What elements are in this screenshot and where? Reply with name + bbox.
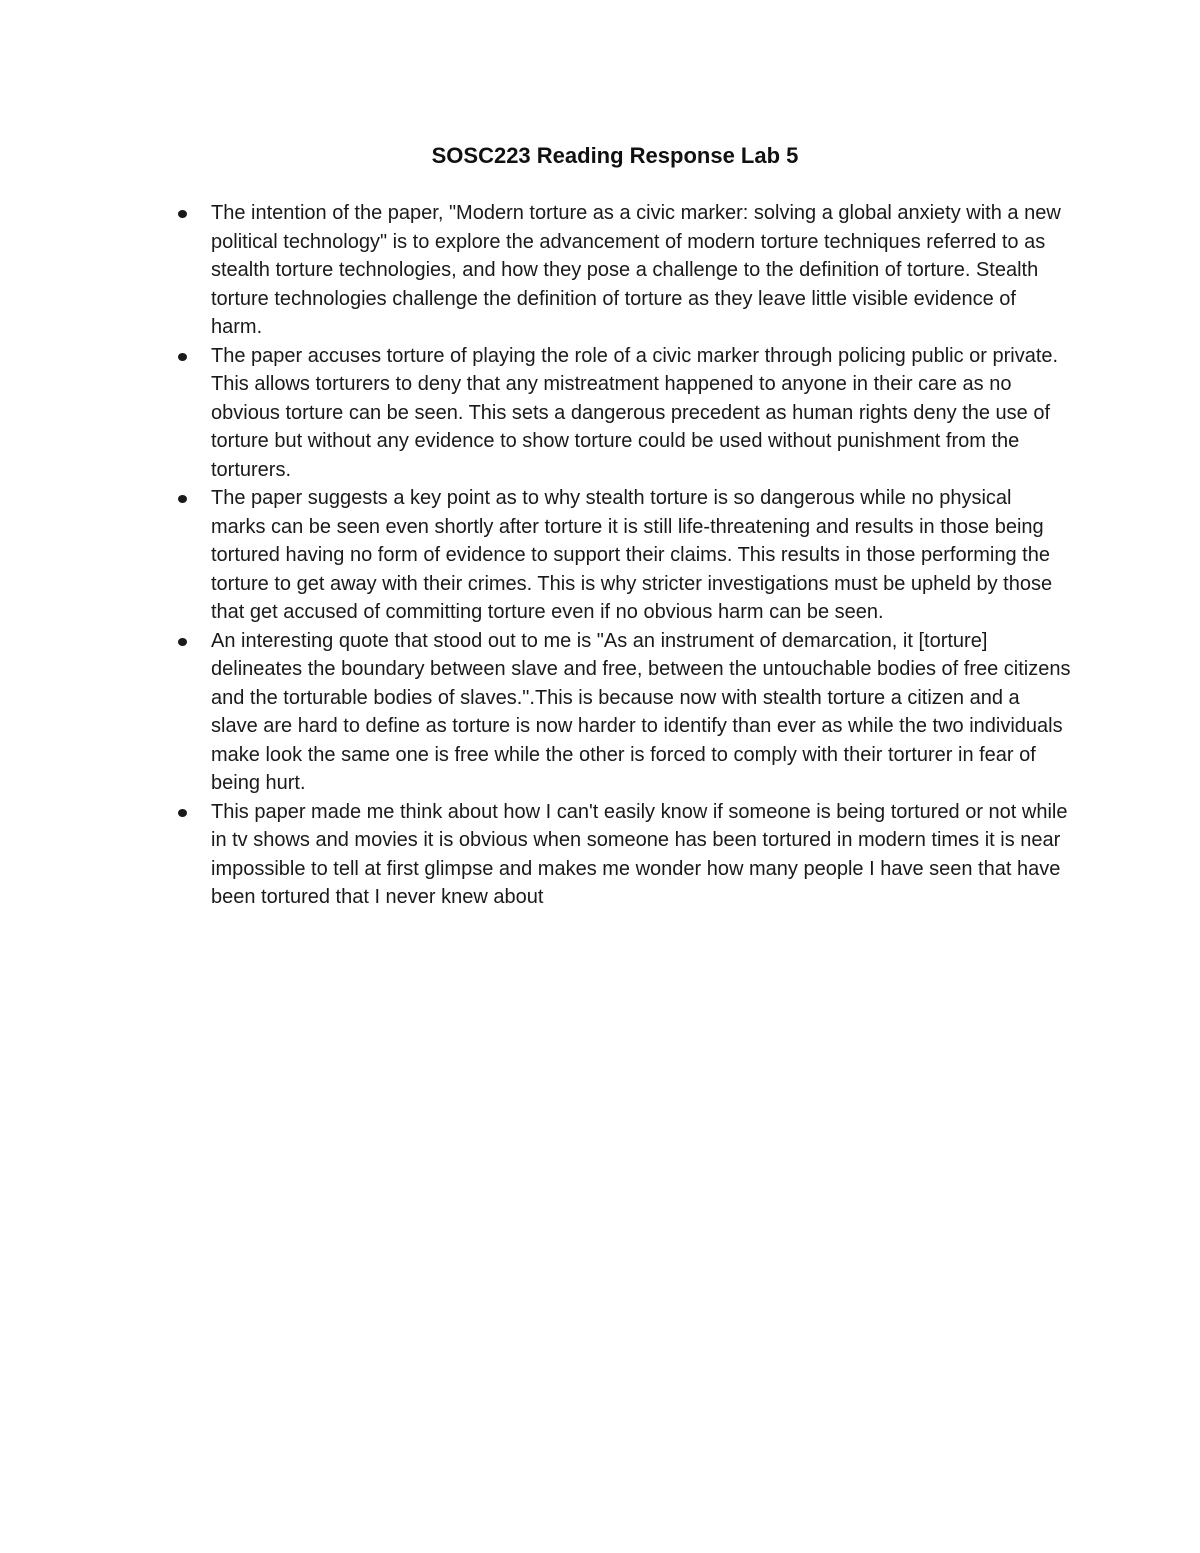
bullet-item bbox=[211, 199, 1071, 342]
bullet-text: The paper accuses torture of playing the role of a civic marker through policing public or private. This allows torturers to deny that any mistreatment happened to anyone in their care as no obvious torture can be seen. This sets a dangerous precedent as human rights deny the use of torture but without any evidence to show torture could be used without punishment from the torturers. bbox=[211, 344, 1059, 481]
bullet-dot-icon bbox=[178, 638, 187, 646]
bullet-text: The paper suggests a key point as to why stealth torture is so dangerous while no physical marks can be seen even shortly after torture it is still life-threatening and results in those being tortured having no form of evidence to support their claims. This results in those performing the torture to get away with their crimes. This is why stricter investigations must be upheld by those that get accused of committing torture even if no obvious harm can be seen. bbox=[211, 487, 1053, 623]
bullet-list bbox=[211, 199, 1071, 912]
bullet-dot-icon bbox=[178, 495, 187, 503]
bullet-item bbox=[211, 484, 1071, 627]
bullet-item bbox=[211, 798, 1071, 912]
bullet-dot-icon bbox=[178, 353, 187, 361]
bullet-text: An interesting quote that stood out to me is "As an instrument of demarcation, it [torture] delineates the boundary between slave and free, between the untouchable bodies of free citizens and the torturable bodies of slaves.".This is because now with stealth torture a citizen and a slave are hard to define as torture is now harder to identify than ever as while the two individuals make look the same one is free while the other is forced to comply with their torturer in fear of being hurt. bbox=[211, 629, 1071, 794]
bullet-dot-icon bbox=[178, 809, 187, 817]
bullet-item bbox=[211, 627, 1071, 798]
bullet-item bbox=[211, 342, 1071, 485]
bullet-dot-icon bbox=[178, 210, 187, 218]
bullet-text: This paper made me think about how I can't easily know if someone is being tortured or not while in tv shows and movies it is obvious when someone has been tortured in modern times it is near impossible to tell at first glimpse and makes me wonder how many people I have seen that have been tortured that I never knew about bbox=[211, 800, 1068, 908]
bullet-text: The intention of the paper, "Modern torture as a civic marker: solving a global anxiety with a new political technology" is to explore the advancement of modern torture techniques referred to as stealth torture technologies, and how they pose a challenge to the definition of torture. Stealth torture technologies challenge the definition of torture as they leave little visible evidence of harm. bbox=[211, 202, 1061, 338]
document-title: SOSC223 Reading Response Lab 5 bbox=[431, 143, 799, 168]
